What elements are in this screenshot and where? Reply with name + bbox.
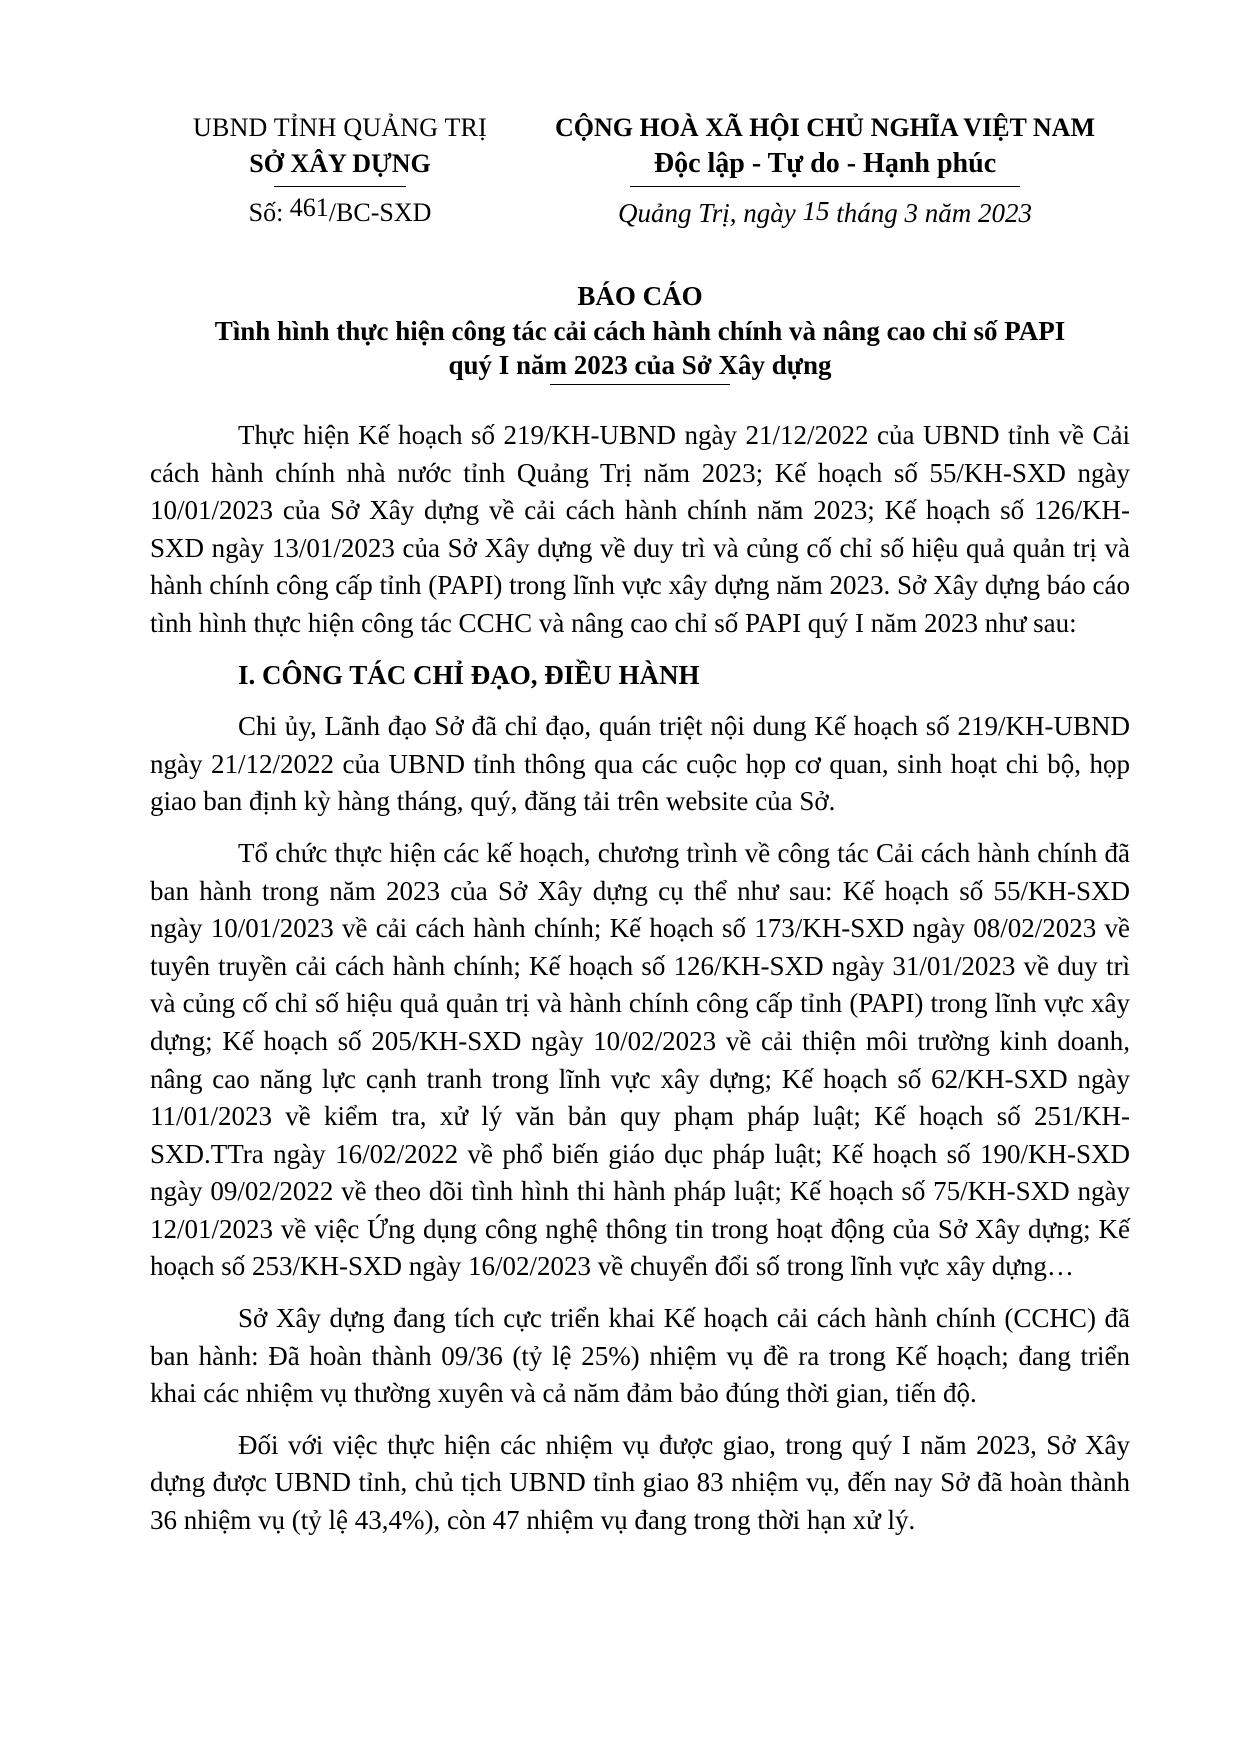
document-subject-line-1: Tình hình thực hiện công tác cải cách hành chính và nâng cao chỉ số PAPI <box>214 316 1066 346</box>
organization-underline <box>274 186 406 187</box>
body-paragraph: Tổ chức thực hiện các kế hoạch, chương trình về công tác Cải cách hành chính đã ban hành trong năm 2023 của Sở Xây dựng cụ thể như sau: Kế hoạch số 55/KH-SXD ngày 10/01/2023 về cải cách hành chính; Kế hoạch số 173/KH-SXD ngày 08/02/2023 về tuyên truyền cải cách hành chính; Kế hoạch số 126/KH-SXD ngày 31/01/2023 về duy trì và củng cố chỉ số hiệu quả quản trị và hành chính công cấp tỉnh (PAPI) trong lĩnh vực xây dựng; Kế hoạch số 205/KH-SXD ngày 10/02/2023 về cải thiện môi trường kinh doanh, nâng cao năng lực cạnh tranh trong lĩnh vực xây dựng; Kế hoạch số 62/KH-SXD ngày 11/01/2023 về kiểm tra, xử lý văn bản quy phạm pháp luật; Kế hoạch số 251/KH-SXD.TTra ngày 16/02/2022 về phổ biến giáo dục pháp luật; Kế hoạch số 190/KH-SXD ngày 09/02/2022 về theo dõi tình hình thi hành pháp luật; Kế hoạch số 75/KH-SXD ngày 12/01/2023 về việc Ứng dụng công nghệ thông tin trong hoạt động của Sở Xây dựng; Kế hoạch số 253/KH-SXD ngày 16/02/2023 về chuyển đổi số trong lĩnh vực xây dựng… <box>150 837 1130 1282</box>
body-paragraph: Đối với việc thực hiện các nhiệm vụ được giao, trong quý I năm 2023, Sở Xây dựng được UBND tỉnh, chủ tịch UBND tỉnh giao 83 nhiệm vụ, đến nay Sở đã hoàn thành 36 nhiệm vụ (tỷ lệ 43,4%), còn 47 nhiệm vụ đang trong thời hạn xử lý. <box>150 1429 1130 1536</box>
document-subject-line-2: quý I năm 2023 của Sở Xây dựng <box>448 350 832 380</box>
national-heading-block <box>520 110 1130 231</box>
document-title-block <box>150 278 1130 385</box>
date-suffix: tháng 3 năm 2023 <box>836 198 1033 228</box>
date-prefix: Quảng Trị, ngày <box>617 198 796 228</box>
document-number-prefix: Số: <box>248 198 284 227</box>
issuing-authority-block <box>160 110 520 231</box>
document-number <box>160 195 520 231</box>
document-body <box>150 417 1130 1540</box>
parent-organization: UBND TỈNH QUẢNG TRỊ <box>193 113 487 142</box>
body-paragraph: Sở Xây dựng đang tích cực triển khai Kế hoạch cải cách hành chính (CCHC) đã ban hành: Đã hoàn thành 09/36 (tỷ lệ 25%) nhiệm vụ đề ra trong Kế hoạch; đang triển khai các nhiệm vụ thường xuyên và cả năm đảm bảo đúng thời gian, tiến độ. <box>150 1303 1130 1409</box>
document-type: BÁO CÁO <box>577 281 703 311</box>
date-day: 15 <box>802 196 830 226</box>
intro-paragraph: Thực hiện Kế hoạch số 219/KH-UBND ngày 21/12/2022 của UBND tỉnh về Cải cách hành chính nhà nước tỉnh Quảng Trị năm 2023; Kế hoạch số 55/KH-SXD ngày 10/01/2023 của Sở Xây dựng về cải cách hành chính năm 2023; Kế hoạch số 126/KH-SXD ngày 13/01/2023 của Sở Xây dựng về duy trì và củng cố chỉ số hiệu quả quản trị và hành chính công cấp tỉnh (PAPI) trong lĩnh vực xây dựng năm 2023. Sở Xây dựng báo cáo tình hình thực hiện công tác CCHC và nâng cao chỉ số PAPI quý I năm 2023 như sau: <box>150 420 1130 638</box>
body-paragraph: Chi ủy, Lãnh đạo Sở đã chỉ đạo, quán triệt nội dung Kế hoạch số 219/KH-UBND ngày 21/12/2022 của UBND tỉnh thông qua các cuộc họp cơ quan, sinh hoạt chi bộ, họp giao ban định kỳ hàng tháng, quý, đăng tải trên website của Sở. <box>150 711 1130 817</box>
national-motto: Độc lập - Tự do - Hạnh phúc <box>653 148 997 179</box>
motto-underline <box>630 186 1020 187</box>
title-underline <box>550 384 730 385</box>
document-number-value: 461 <box>289 193 329 222</box>
national-title: CỘNG HOÀ XÃ HỘI CHỦ NGHĨA VIỆT NAM <box>554 113 1096 142</box>
place-and-date <box>520 195 1130 231</box>
organization-name: SỞ XÂY DỰNG <box>249 149 431 178</box>
section-heading: I. CÔNG TÁC CHỈ ĐẠO, ĐIỀU HÀNH <box>238 659 700 690</box>
document-number-suffix: /BC-SXD <box>328 198 432 227</box>
